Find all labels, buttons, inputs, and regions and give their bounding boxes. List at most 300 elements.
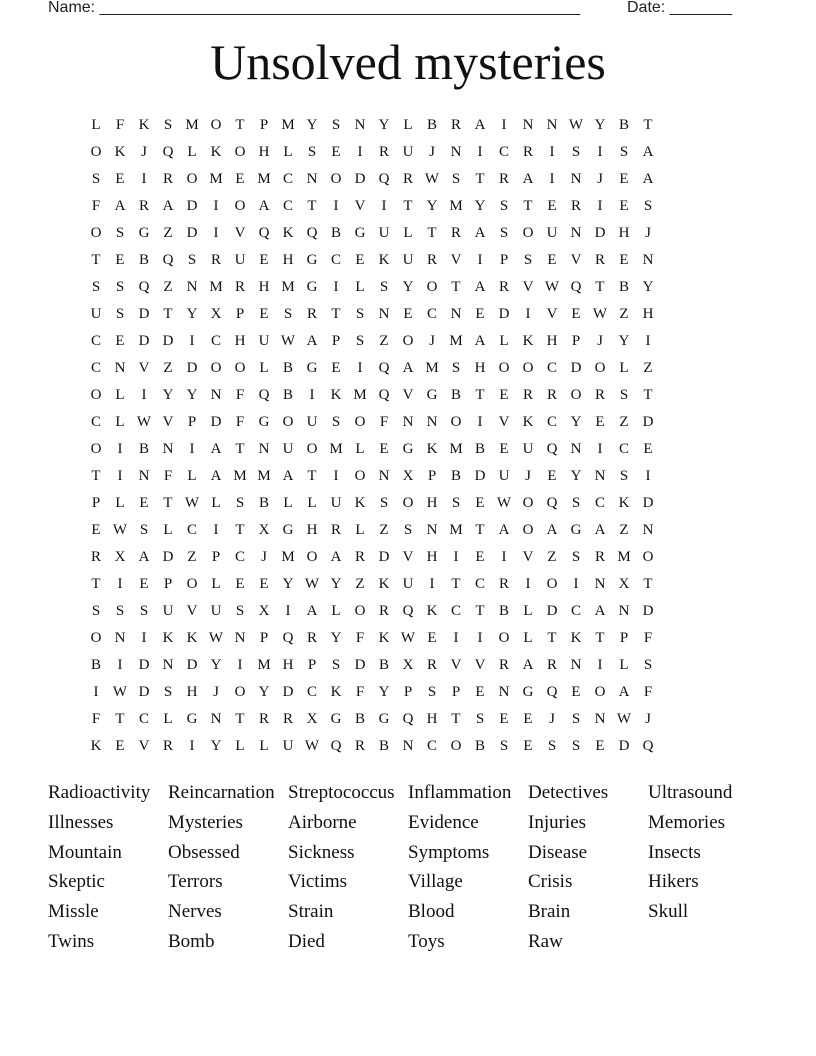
grid-letter: N [546, 117, 558, 133]
grid-letter: Y [618, 333, 630, 349]
grid-letter: S [331, 414, 341, 430]
grid-letter: O [402, 333, 414, 349]
grid-letter: O [354, 468, 366, 484]
grid-letter: R [162, 171, 173, 187]
grid-letter: B [258, 495, 269, 511]
grid-letter: Q [378, 387, 390, 403]
grid-letter: M [449, 522, 463, 538]
grid-letter: Y [594, 117, 606, 133]
grid-letter: R [522, 144, 533, 160]
grid-letter: S [91, 603, 101, 619]
grid-letter: Q [258, 225, 270, 241]
grid-letter: S [139, 603, 149, 619]
grid-letter: E [547, 198, 557, 214]
grid-letter: U [330, 495, 342, 511]
grid-letter: G [186, 711, 198, 727]
grid-letter: E [259, 252, 269, 268]
grid-letter: H [306, 522, 318, 538]
grid-letter: E [475, 549, 485, 565]
grid-letter: L [619, 657, 629, 673]
grid-letter: N [594, 711, 606, 727]
word-list-item: Hikers [648, 871, 699, 893]
grid-letter: T [547, 630, 557, 646]
grid-letter: E [379, 441, 389, 457]
grid-letter: Z [355, 576, 365, 592]
grid-letter: T [595, 630, 605, 646]
grid-letter: J [549, 711, 555, 727]
grid-letter: Y [474, 198, 486, 214]
grid-letter: T [451, 711, 461, 727]
grid-letter: J [141, 144, 147, 160]
grid-letter: Q [378, 171, 390, 187]
grid-letter: R [570, 198, 581, 214]
grid-letter: S [283, 306, 293, 322]
grid-letter: O [330, 171, 342, 187]
word-list-item: Strain [288, 901, 334, 923]
grid-letter: E [643, 441, 653, 457]
grid-letter: B [618, 117, 629, 133]
grid-letter: M [281, 549, 295, 565]
grid-letter: I [477, 252, 483, 268]
grid-letter: D [186, 657, 198, 673]
grid-letter: E [595, 738, 605, 754]
grid-letter: Z [619, 522, 629, 538]
grid-letter: D [498, 306, 510, 322]
grid-letter: T [235, 441, 245, 457]
grid-letter: B [90, 657, 101, 673]
word-list-item: Skull [648, 901, 689, 923]
grid-letter: L [235, 738, 245, 754]
grid-letter: D [354, 657, 366, 673]
grid-letter: A [474, 279, 486, 295]
grid-letter: D [282, 684, 294, 700]
grid-row [84, 384, 732, 411]
grid-letter: R [378, 603, 389, 619]
grid-letter: E [331, 144, 341, 160]
grid-row [84, 222, 732, 249]
grid-letter: O [498, 360, 510, 376]
grid-letter: K [570, 630, 582, 646]
grid-letter: R [498, 279, 509, 295]
grid-letter: G [522, 684, 534, 700]
grid-letter: I [189, 333, 195, 349]
grid-row [84, 492, 732, 519]
grid-letter: M [353, 387, 367, 403]
grid-letter: M [185, 117, 199, 133]
grid-letter: S [403, 522, 413, 538]
grid-letter: L [163, 522, 173, 538]
grid-letter: U [402, 576, 414, 592]
grid-letter: C [234, 549, 245, 565]
grid-letter: E [331, 360, 341, 376]
grid-letter: I [597, 657, 603, 673]
grid-letter: D [642, 414, 654, 430]
grid-letter: S [619, 387, 629, 403]
word-list-item: Victims [288, 871, 348, 893]
grid-letter: T [475, 171, 485, 187]
grid-letter: T [451, 279, 461, 295]
grid-letter: T [235, 117, 245, 133]
grid-letter: I [453, 630, 459, 646]
grid-letter: N [642, 522, 654, 538]
grid-letter: T [643, 387, 653, 403]
grid-letter: O [234, 144, 246, 160]
word-list-item: Symptoms [408, 841, 490, 863]
grid-letter: A [474, 225, 486, 241]
grid-letter: R [306, 630, 317, 646]
word-list-item: Inflammation [408, 782, 512, 803]
grid-letter: K [378, 252, 390, 268]
grid-letter: U [282, 441, 294, 457]
grid-letter: I [333, 279, 339, 295]
grid-letter: Q [330, 738, 342, 754]
grid-row [84, 735, 732, 762]
grid-letter: H [546, 333, 558, 349]
grid-letter: C [426, 738, 437, 754]
word-list-item: Insects [648, 841, 701, 863]
grid-letter: Q [282, 630, 294, 646]
grid-letter: O [186, 171, 198, 187]
grid-letter: Y [642, 279, 654, 295]
grid-letter: E [475, 495, 485, 511]
grid-letter: G [378, 711, 390, 727]
grid-letter: H [258, 279, 270, 295]
grid-letter: S [499, 738, 509, 754]
grid-letter: P [259, 117, 269, 133]
grid-letter: V [402, 549, 414, 565]
grid-letter: Y [186, 387, 198, 403]
grid-letter: R [546, 387, 557, 403]
grid-letter: U [258, 333, 270, 349]
grid-letter: F [235, 387, 245, 403]
grid-letter: I [573, 576, 579, 592]
grid-letter: H [474, 360, 486, 376]
grid-letter: S [571, 549, 581, 565]
grid-letter: N [402, 414, 414, 430]
grid-letter: O [522, 225, 534, 241]
grid-letter: S [427, 684, 437, 700]
grid-letter: O [522, 522, 534, 538]
grid-letter: T [475, 387, 485, 403]
grid-letter: I [309, 387, 315, 403]
grid-letter: L [499, 333, 509, 349]
grid-letter: L [619, 360, 629, 376]
grid-letter: X [306, 711, 318, 727]
grid-letter: L [163, 711, 173, 727]
grid-letter: I [645, 468, 651, 484]
grid-letter: S [499, 198, 509, 214]
grid-letter: Y [426, 198, 438, 214]
grid-letter: I [333, 468, 339, 484]
grid-letter: Q [162, 252, 174, 268]
word-list-item: Skeptic [48, 871, 105, 893]
grid-letter: Q [546, 495, 558, 511]
grid-letter: T [91, 576, 101, 592]
grid-letter: E [547, 252, 557, 268]
grid-letter: M [257, 657, 271, 673]
grid-letter: E [523, 738, 533, 754]
grid-letter: N [162, 441, 174, 457]
grid-letter: A [594, 603, 606, 619]
grid-letter: Q [162, 144, 174, 160]
grid-letter: T [331, 306, 341, 322]
grid-letter: N [162, 657, 174, 673]
grid-letter: I [93, 684, 99, 700]
grid-letter: I [117, 441, 123, 457]
grid-letter: N [426, 414, 438, 430]
grid-letter: N [498, 684, 510, 700]
grid-letter: K [354, 495, 366, 511]
grid-letter: C [498, 144, 509, 160]
grid-letter: L [211, 495, 221, 511]
grid-letter: N [570, 441, 582, 457]
grid-letter: Y [306, 117, 318, 133]
grid-row [84, 411, 732, 438]
grid-letter: C [186, 522, 197, 538]
grid-row [84, 708, 732, 735]
grid-letter: P [163, 576, 173, 592]
grid-letter: D [138, 657, 150, 673]
word-list-row [48, 778, 768, 808]
grid-letter: R [162, 738, 173, 754]
grid-letter: I [141, 387, 147, 403]
grid-letter: R [594, 252, 605, 268]
grid-letter: K [378, 630, 390, 646]
grid-letter: S [451, 495, 461, 511]
grid-letter: A [402, 360, 414, 376]
grid-letter: K [114, 144, 126, 160]
word-list-item: Memories [648, 811, 726, 833]
grid-letter: W [496, 495, 512, 511]
grid-letter: S [307, 144, 317, 160]
grid-letter: O [90, 441, 102, 457]
grid-row [84, 114, 732, 141]
grid-letter: N [594, 468, 606, 484]
word-list-item: Ultrasound [648, 782, 733, 803]
grid-letter: O [354, 414, 366, 430]
grid-letter: S [115, 603, 125, 619]
grid-letter: N [306, 171, 318, 187]
grid-letter: K [426, 441, 438, 457]
grid-letter: D [354, 171, 366, 187]
grid-letter: Y [282, 576, 294, 592]
grid-letter: Y [570, 468, 582, 484]
grid-letter: B [450, 387, 461, 403]
grid-letter: S [379, 495, 389, 511]
grid-row [84, 330, 732, 357]
grid-letter: B [138, 441, 149, 457]
grid-letter: G [426, 387, 438, 403]
grid-letter: G [330, 711, 342, 727]
grid-letter: D [138, 684, 150, 700]
grid-letter: R [594, 387, 605, 403]
grid-letter: T [307, 468, 317, 484]
grid-letter: V [234, 225, 246, 241]
grid-letter: S [115, 225, 125, 241]
grid-letter: I [597, 441, 603, 457]
grid-row [84, 600, 732, 627]
grid-letter: O [234, 684, 246, 700]
grid-letter: Z [163, 279, 173, 295]
grid-letter: N [450, 306, 462, 322]
grid-letter: V [546, 306, 558, 322]
grid-letter: U [546, 225, 558, 241]
grid-letter: L [187, 468, 197, 484]
word-list-item: Reincarnation [168, 782, 275, 803]
grid-letter: J [261, 549, 267, 565]
grid-letter: C [138, 711, 149, 727]
grid-letter: M [329, 441, 343, 457]
grid-letter: R [234, 279, 245, 295]
grid-letter: C [474, 576, 485, 592]
grid-letter: S [235, 603, 245, 619]
grid-letter: N [210, 711, 222, 727]
grid-letter: V [402, 387, 414, 403]
grid-letter: G [306, 360, 318, 376]
word-list-item: Blood [408, 901, 455, 923]
grid-letter: S [475, 711, 485, 727]
grid-letter: U [90, 306, 102, 322]
grid-letter: D [162, 333, 174, 349]
grid-letter: E [115, 252, 125, 268]
grid-letter: P [91, 495, 101, 511]
grid-letter: L [259, 738, 269, 754]
grid-letter: I [549, 171, 555, 187]
grid-letter: A [546, 522, 558, 538]
grid-letter: V [138, 738, 150, 754]
grid-letter: M [281, 279, 295, 295]
grid-letter: O [522, 360, 534, 376]
grid-letter: I [429, 576, 435, 592]
grid-letter: O [90, 225, 102, 241]
grid-letter: T [475, 522, 485, 538]
grid-letter: Z [379, 522, 389, 538]
grid-letter: N [114, 630, 126, 646]
grid-letter: H [426, 495, 438, 511]
grid-letter: Q [306, 225, 318, 241]
grid-letter: O [450, 414, 462, 430]
grid-letter: V [162, 414, 174, 430]
grid-letter: V [450, 252, 462, 268]
grid-letter: Z [163, 360, 173, 376]
grid-letter: G [306, 279, 318, 295]
grid-letter: Z [547, 549, 557, 565]
grid-letter: T [595, 279, 605, 295]
grid-letter: B [378, 738, 389, 754]
grid-letter: I [357, 144, 363, 160]
word-list-item: Crisis [528, 871, 573, 893]
grid-letter: U [162, 603, 174, 619]
grid-letter: E [139, 495, 149, 511]
grid-letter: U [210, 603, 222, 619]
grid-letter: U [402, 144, 414, 160]
grid-letter: R [594, 549, 605, 565]
grid-letter: Q [138, 279, 150, 295]
grid-letter: T [451, 576, 461, 592]
grid-letter: S [619, 468, 629, 484]
grid-letter: L [307, 495, 317, 511]
grid-letter: E [619, 198, 629, 214]
grid-letter: O [594, 684, 606, 700]
grid-letter: K [138, 117, 150, 133]
grid-letter: J [597, 333, 603, 349]
grid-letter: I [477, 630, 483, 646]
grid-letter: X [618, 576, 630, 592]
header [48, 0, 748, 19]
grid-letter: Q [642, 738, 654, 754]
grid-letter: K [162, 630, 174, 646]
grid-letter: C [90, 333, 101, 349]
grid-letter: F [379, 414, 389, 430]
word-list-item: Evidence [408, 811, 479, 833]
grid-letter: S [643, 657, 653, 673]
grid-row [84, 546, 732, 573]
grid-letter: M [209, 171, 223, 187]
grid-letter: A [618, 684, 630, 700]
grid-letter: F [163, 468, 173, 484]
grid-letter: T [643, 576, 653, 592]
grid-letter: D [186, 225, 198, 241]
grid-letter: I [141, 630, 147, 646]
grid-letter: D [642, 603, 654, 619]
word-list-item: Died [288, 930, 325, 952]
grid-letter: E [499, 711, 509, 727]
grid-letter: Z [643, 360, 653, 376]
grid-letter: O [570, 387, 582, 403]
grid-letter: O [354, 603, 366, 619]
grid-letter: R [450, 225, 461, 241]
grid-letter: S [643, 198, 653, 214]
grid-letter: A [306, 603, 318, 619]
grid-letter: W [136, 414, 152, 430]
word-list [48, 778, 768, 957]
word-list-item: Bomb [168, 930, 215, 952]
grid-letter: S [571, 738, 581, 754]
grid-letter: G [258, 414, 270, 430]
grid-letter: R [330, 522, 341, 538]
grid-letter: R [90, 549, 101, 565]
grid-letter: R [522, 387, 533, 403]
grid-letter: R [306, 306, 317, 322]
grid-letter: I [501, 117, 507, 133]
grid-letter: L [523, 603, 533, 619]
grid-letter: E [235, 576, 245, 592]
grid-letter: Z [619, 414, 629, 430]
word-list-item: Missle [48, 901, 99, 923]
grid-letter: W [592, 306, 608, 322]
grid-letter: M [257, 171, 271, 187]
grid-letter: B [450, 468, 461, 484]
grid-letter: D [186, 198, 198, 214]
grid-letter: B [474, 441, 485, 457]
grid-letter: R [354, 549, 365, 565]
grid-letter: G [402, 441, 414, 457]
grid-letter: O [594, 360, 606, 376]
grid-letter: K [210, 144, 222, 160]
grid-letter: K [378, 576, 390, 592]
grid-letter: S [115, 279, 125, 295]
grid-letter: S [115, 306, 125, 322]
grid-letter: Y [330, 576, 342, 592]
grid-letter: I [117, 657, 123, 673]
grid-letter: B [282, 360, 293, 376]
grid-letter: E [547, 468, 557, 484]
grid-letter: T [235, 522, 245, 538]
word-list-item: Obsessed [168, 841, 240, 863]
grid-letter: O [234, 360, 246, 376]
grid-letter: O [306, 549, 318, 565]
grid-letter: F [91, 198, 101, 214]
